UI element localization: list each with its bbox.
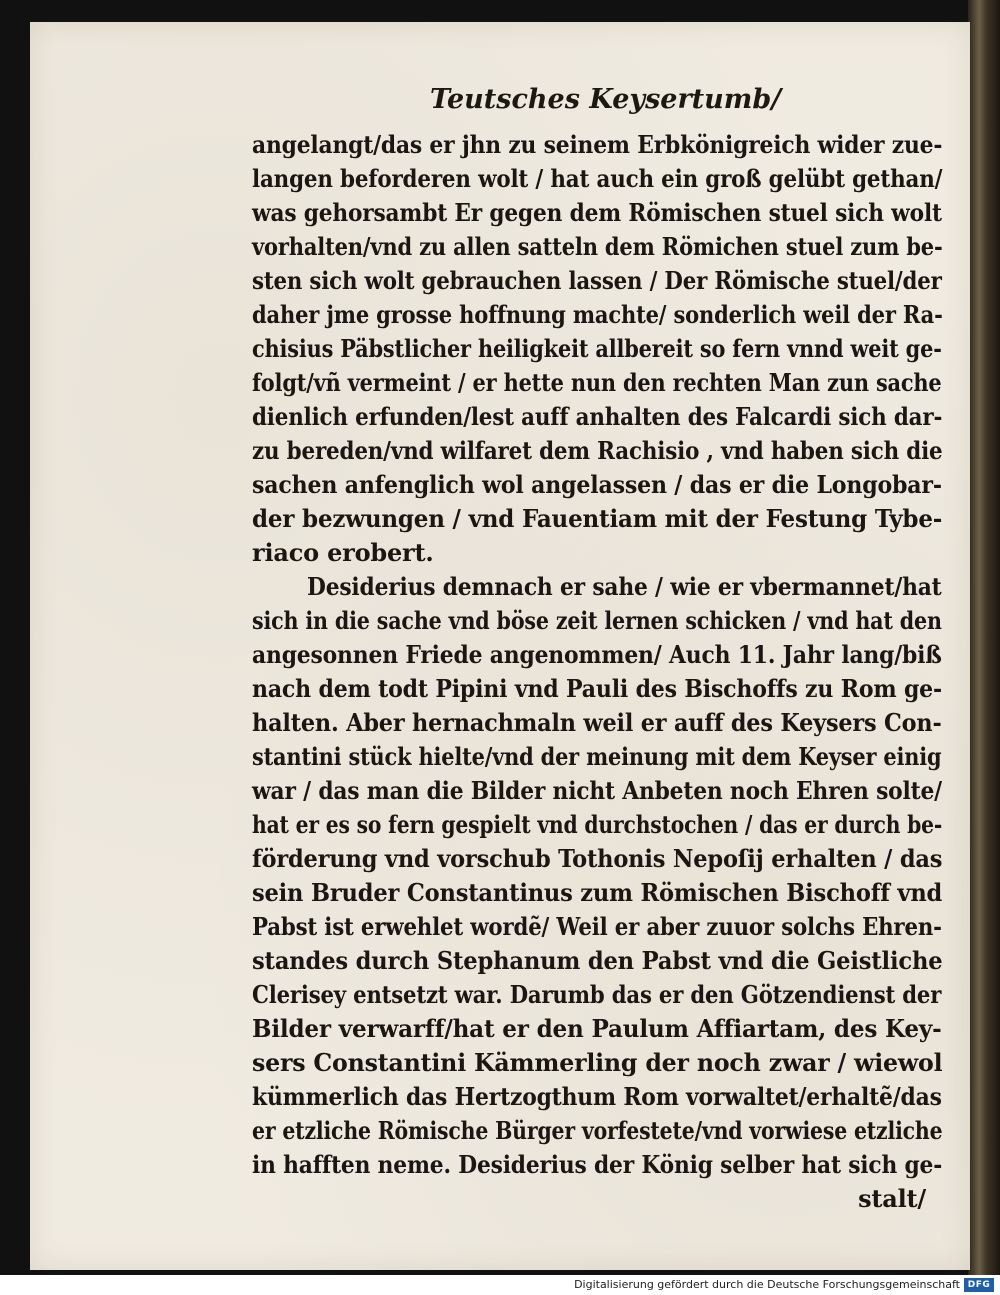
text-line: war / das man die Bilder nicht Anbeten noch Ehren solte/ — [252, 776, 942, 805]
funding-credit: Digitalisierung gefördert durch die Deutsche Forschungsgemeinschaft — [574, 1278, 960, 1291]
text-line: sten sich wolt gebrauchen lassen / Der Römische stuel/der — [252, 266, 942, 295]
text-line: folgt/vñ vermeint / er hette nun den rechten Man zun sache — [252, 368, 942, 397]
text-line: in hafften neme. Desiderius der König selber hat sich ge- — [252, 1150, 943, 1179]
text-line: er etzliche Römische Bürger vorfestete/vnd vorwiese etzliche — [252, 1116, 943, 1145]
text-line: riaco erobert. — [252, 538, 434, 567]
text-line: halten. Aber hernachmaln weil er auff des Keysers Con- — [252, 708, 942, 737]
text-line: sers Constantini Kämmerling der noch zwar / wiewol — [252, 1048, 943, 1077]
text-line: standes durch Stephanum den Pabst vnd die Geistliche — [252, 946, 943, 975]
text-line: chisius Päbstlicher heiligkeit allbereit so fern vnnd weit ge- — [252, 334, 942, 363]
text-line: Clerisey entsetzt war. Darumb das er den Götzendienst der — [252, 980, 942, 1009]
text-line: hat er es so fern gespielt vnd durchstochen / das er durch be- — [252, 810, 943, 839]
text-line: dienlich erfunden/lest auff anhalten des Falcardi sich dar- — [252, 402, 943, 431]
text-line: sich in die sache vnd böse zeit lernen schicken / vnd hat den — [252, 606, 942, 635]
footer-bar — [0, 1275, 1000, 1295]
catchword: stalt/ — [858, 1184, 926, 1213]
text-line: nach dem todt Pipini vnd Pauli des Bischoffs zu Rom ge- — [252, 674, 942, 703]
running-head: Teutsches Keysertumb/ — [430, 84, 782, 115]
text-line: angesonnen Friede angenommen/ Auch 11. Jahr lang/biß — [252, 640, 942, 669]
text-line: sachen anfenglich wol angelassen / das er die Longobar- — [252, 470, 942, 499]
text-line: stantini stück hielte/vnd der meinung mit dem Keyser einig — [252, 742, 942, 771]
text-line: Pabst ist erwehlet wordẽ/ Weil er aber zuuor solchs Ehren- — [252, 912, 942, 941]
text-line: Desiderius demnach er sahe / wie er vbermannet/hat — [307, 572, 942, 601]
text-line: förderung vnd vorschub Tothonis Nepoſij erhalten / das — [252, 844, 943, 873]
text-line: der bezwungen / vnd Fauentiam mit der Festung Tybe- — [252, 504, 943, 533]
text-line: kümmerlich das Hertzogthum Rom vorwaltet/erhaltẽ/das — [252, 1082, 942, 1111]
text-line: daher jme grosse hoffnung machte/ sonderlich weil der Ra- — [252, 300, 943, 329]
text-line: langen beforderen wolt / hat auch ein groß gelübt gethan/ — [252, 164, 943, 193]
text-line: was gehorsambt Er gegen dem Römischen stuel sich wolt — [252, 198, 942, 227]
book-edge — [968, 0, 1000, 1275]
text-line: Bilder verwarff/hat er den Paulum Affiartam, des Key- — [252, 1014, 942, 1043]
text-line: sein Bruder Constantinus zum Römischen Bischoff vnd — [252, 878, 943, 907]
text-line: angelangt/das er jhn zu seinem Erbkönigreich wider zue- — [252, 130, 943, 159]
text-line: vorhalten/vnd zu allen satteln dem Römichen stuel zum be- — [252, 232, 943, 261]
text-line: zu bereden/vnd wilfaret dem Rachisio , vnd haben sich die — [252, 436, 943, 465]
dfg-logo: DFG — [964, 1278, 994, 1292]
